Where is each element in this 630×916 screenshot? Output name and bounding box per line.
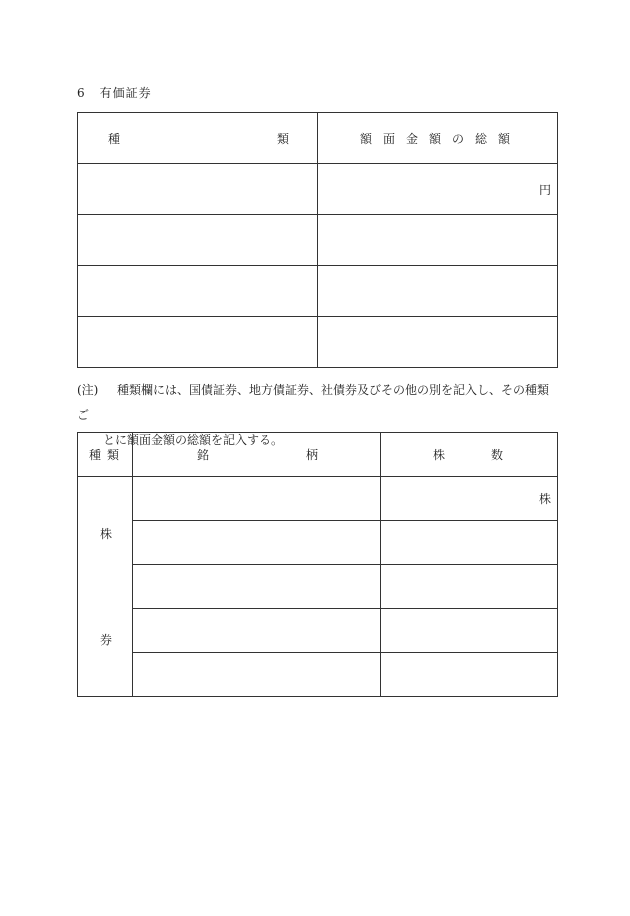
table-row [78,215,558,266]
shares-cell[interactable] [381,609,558,653]
amount-cell[interactable] [318,317,558,368]
header-brand [133,433,381,477]
amount-cell[interactable] [318,215,558,266]
table-row [78,317,558,368]
table-row [78,521,558,565]
section-number: 6 [77,86,86,100]
header-brand-char-1: 銘 [197,448,210,462]
amount-cell[interactable] [318,266,558,317]
brand-cell[interactable] [133,521,381,565]
header-brand-char-2: 柄 [305,448,318,462]
note-label: (注) [77,383,99,397]
note-line-2: とに額面金額の総額を記入する。 [103,433,284,447]
header-type-label: 種類 [88,448,125,462]
shares-cell[interactable] [381,477,558,521]
table-row [78,477,558,521]
header-face-value-total [318,113,558,164]
header-kind-char-1: 種 [108,131,121,146]
shares-cell[interactable] [381,653,558,697]
kind-cell[interactable] [78,317,318,368]
header-shares-char-2: 数 [490,448,503,462]
header-face-value-total-label: 額面金額の総額 [359,131,521,146]
shares-unit: 株 [538,492,551,506]
table-header-row [78,113,558,164]
header-shares-char-1: 株 [433,448,446,462]
table-header-row [78,433,558,477]
table-row [78,653,558,697]
stock-label-char-2: 券 [100,633,113,647]
stock-label-char-1: 株 [100,527,113,541]
securities-table [77,112,558,368]
section-title: 有価証券 [99,86,152,100]
shares-cell[interactable] [381,565,558,609]
section-heading [77,84,152,101]
stock-table [77,432,558,697]
table-row [78,565,558,609]
header-type [78,433,133,477]
table-row [78,164,558,215]
stock-certificate-cell [78,477,133,697]
yen-unit: 円 [538,182,551,197]
header-kind-char-2: 類 [276,131,289,146]
shares-cell[interactable] [381,521,558,565]
kind-cell[interactable] [78,266,318,317]
kind-cell[interactable] [78,215,318,266]
brand-cell[interactable] [133,477,381,521]
brand-cell[interactable] [133,653,381,697]
amount-cell[interactable] [318,164,558,215]
kind-cell[interactable] [78,164,318,215]
table-row [78,266,558,317]
header-kind [78,113,318,164]
brand-cell[interactable] [133,609,381,653]
note-line-1: 種類欄には、国債証券、地方債証券、社債券及びその他の別を記入し、その種類ご [77,383,550,422]
brand-cell[interactable] [133,565,381,609]
table-row [78,609,558,653]
header-shares [381,433,558,477]
